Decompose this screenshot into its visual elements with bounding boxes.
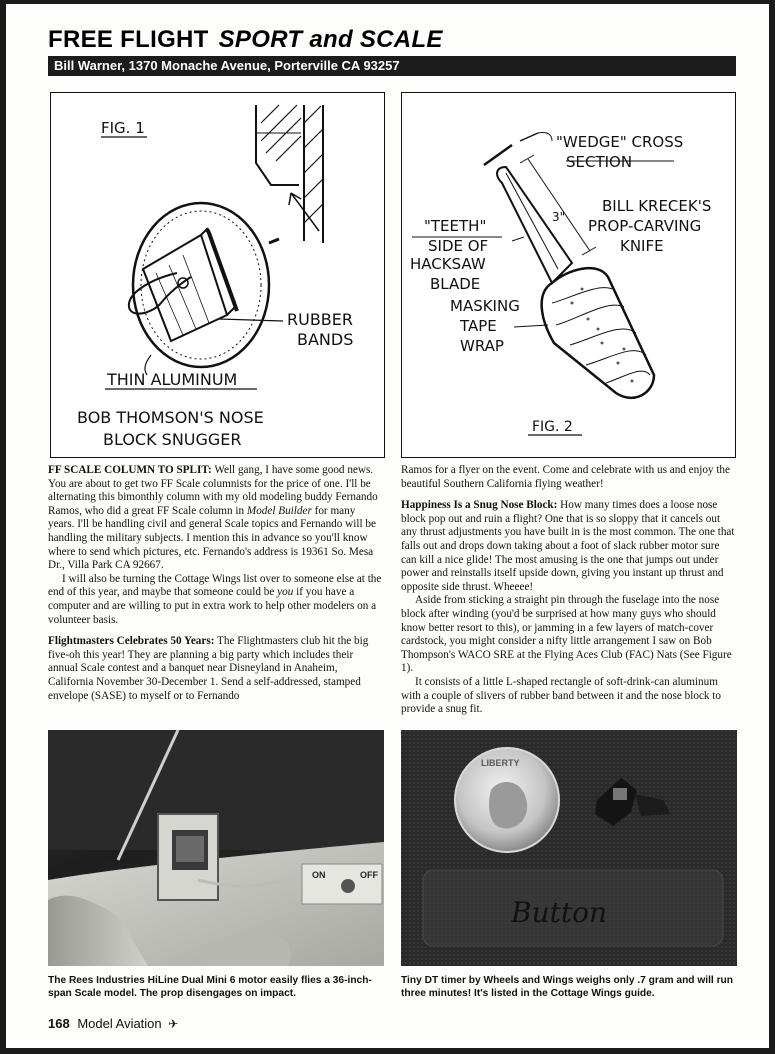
text: The Flightmasters club hit the big five-oh this year! They are planning a big party which includes their annual Scale contest and a banquet near Disneyland in Anaheim, California November 30-December 1. Send a self-addressed, stamped envelope (SASE) to myself or to Fernando: [48, 635, 369, 702]
figure-2-label: FIG. 2: [532, 419, 573, 435]
switch-off-label: OFF: [360, 870, 378, 880]
rubber-bands-label-1: RUBBER: [287, 310, 354, 329]
paragraph-continued: Ramos for a flyer on the event. Come and celebrate with us and enjoy the beautiful Southern California flying weather!: [401, 464, 730, 490]
rubber-bands-label-2: BANDS: [297, 330, 354, 349]
column-title-italic: SPORT and SCALE: [218, 26, 443, 53]
photo-timer: [401, 730, 737, 966]
teeth-label-1: "TEETH": [424, 217, 487, 235]
figure-2-drawing: [402, 93, 737, 459]
column-title: [48, 26, 443, 54]
caption-motor: The Rees Industries HiLine Dual Mini 6 motor easily flies a 36-inch-span Scale model. The prop disengages on impact.: [48, 975, 372, 999]
page-footer: [48, 1016, 178, 1031]
paragraph-cottage-wings: [48, 573, 384, 627]
subhead-column-split: FF SCALE COLUMN TO SPLIT:: [48, 464, 212, 476]
teeth-label-3: HACKSAW: [410, 255, 486, 273]
knife-label-3: KNIFE: [620, 237, 664, 255]
publication-name: Model Builder: [246, 504, 312, 517]
airplane-icon: ✈: [168, 1017, 179, 1031]
teeth-label-4: BLADE: [430, 275, 481, 293]
teeth-label-2: SIDE OF: [428, 237, 489, 255]
thin-aluminum-label: THIN ALUMINUM: [107, 370, 238, 389]
page-number: 168: [48, 1016, 70, 1031]
knife-label-1: BILL KRECEK'S: [602, 197, 712, 215]
text: I will also be turning the Cottage Wings list over to someone else at the end of this year, and maybe that someone could be: [48, 572, 382, 599]
figure-1-title-1: BOB THOMSON'S NOSE: [77, 408, 264, 427]
photo-timer-image: [401, 730, 737, 966]
wedge-label-1: "WEDGE" CROSS: [556, 133, 684, 151]
subhead-flightmasters: Flightmasters Celebrates 50 Years:: [48, 635, 215, 648]
photo-motor-image: [48, 730, 384, 966]
text: How many times does a loose nose block pop out and ruin a flight? One that is so sloppy that it cancels out any thrust adjustments you have built in is the most common. The one that falls out and drops down taking about a foot of slack rubber motor sure can kill a nice glide! The most amusing is the one that jumps out under power and reinstalls itself upside down, giving you instant up thrust and opposite side thrust. Wheeee!: [401, 499, 735, 593]
text: for many years. I'll be handling civil and general Scale topics and Fernando will be handling the military subjects. I mention this in advance so you'll know where to send which pictures, etc. Fernando's address is 19361 So. Mesa Dr., Villa Park CA 92667.: [48, 504, 376, 572]
tape-label-1: MASKING: [450, 297, 520, 315]
text: if you have a computer and are willing to put in extra work to help other modelers on a volunteer basis.: [48, 586, 377, 626]
left-text-column: [48, 464, 384, 703]
nameplate-text: Button: [511, 896, 608, 929]
knife-label-2: PROP-CARVING: [588, 217, 702, 235]
magazine-name: Model Aviation: [77, 1016, 162, 1031]
figure-1-label: FIG. 1: [101, 119, 145, 137]
figure-1-title-2: BLOCK SNUGGER: [103, 430, 242, 449]
tape-label-2: TAPE: [460, 317, 497, 335]
paragraph-flightmasters: [48, 635, 384, 703]
figure-1-drawing: [51, 93, 386, 459]
author-byline: Bill Warner, 1370 Monache Avenue, Porterville CA 93257: [48, 56, 736, 76]
right-text-column: [401, 464, 737, 717]
photo-motor: [48, 730, 384, 966]
paragraph-column-split: [48, 464, 384, 573]
dimension-label: 3": [552, 210, 566, 224]
magazine-page: [6, 4, 769, 1048]
coin-inscription: LIBERTY: [481, 758, 520, 768]
caption-timer: Tiny DT timer by Wheels and Wings weighs only .7 gram and will run three minutes! It's listed in the Cottage Wings guide.: [401, 975, 733, 999]
paragraph-nose-block: [401, 499, 737, 594]
paragraph-arrangement: Aside from sticking a straight pin through the fuselage into the nose block after winding (you'd be surprised at how many guys who should know better resort to this), or jamming in a few layers of match-cover cardstock, you might consider a nifty little arrangement I saw on Bob Thompson's WACO SRE at the Flying Aces Club (FAC) Nats (See Figure 1).: [401, 594, 732, 675]
switch-on-label: ON: [312, 870, 326, 880]
column-title-main: FREE FLIGHT: [48, 26, 209, 53]
paragraph-aluminum: It consists of a little L-shaped rectangle of soft-drink-can aluminum with a couple of slivers of rubber band between it and the nose block to provide a snug fit.: [401, 675, 721, 716]
emphasis: you: [277, 586, 294, 599]
text: Well gang, I have some good news. You are about to get two FF Scale columnists for the price of one. I'll be alternating this bimonthly column with my old modeling buddy Fernando Ramos, who did a great FF Scale column in: [48, 464, 378, 517]
wedge-label-2: SECTION: [566, 153, 633, 171]
subhead-nose-block: Happiness Is a Snug Nose Block:: [401, 499, 558, 512]
figure-2: [401, 92, 736, 458]
figure-1: [50, 92, 385, 458]
tape-label-3: WRAP: [460, 337, 504, 355]
